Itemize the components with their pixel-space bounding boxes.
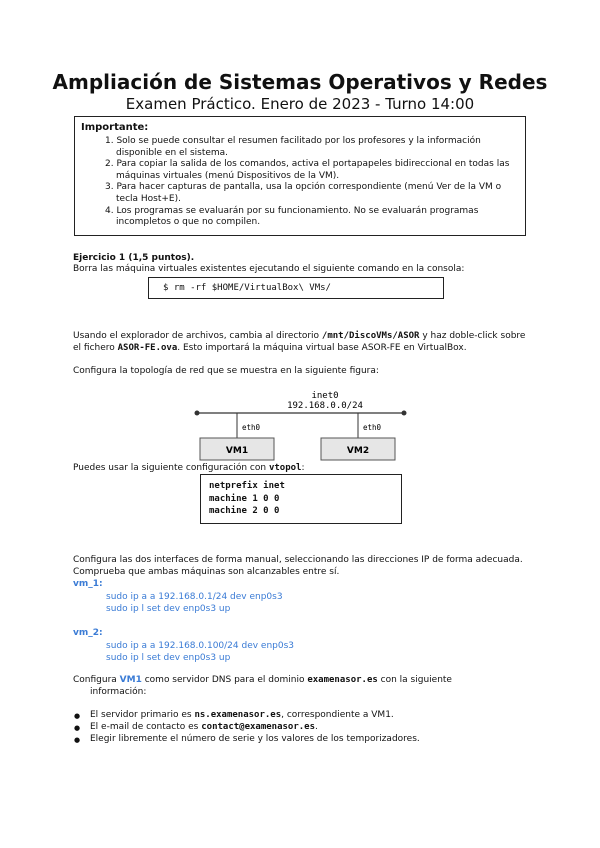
import-text: . Esto importará la máquina virtual base ASOR-FE en VirtualBox. bbox=[177, 342, 467, 353]
iface-text-1: Configura las dos interfaces de forma manual, seleccionando las direcciones IP de forma adecuada. bbox=[73, 555, 523, 565]
exercise-title: Ejercicio 1 (1,5 puntos). bbox=[73, 253, 195, 263]
dns-vm: VM1 bbox=[119, 675, 142, 685]
dns-requirements-list bbox=[90, 709, 420, 745]
import-dir: /mnt/DiscoVMs/ASOR bbox=[321, 331, 420, 341]
dns-text: con la siguiente bbox=[377, 675, 452, 685]
net-name: inet0 bbox=[311, 391, 339, 401]
dns-domain: examenasor.es bbox=[307, 675, 378, 685]
ns-host: ns.examenasor.es bbox=[194, 710, 282, 720]
bus-endpoint bbox=[195, 411, 200, 416]
vm2-command: sudo ip a a 192.168.0.100/24 dev enp0s3 bbox=[106, 641, 295, 651]
important-item: 1. Solo se puede consultar el resumen facilitado por los profesores y la información disponible en el sistema. bbox=[105, 136, 481, 158]
page-subtitle: Examen Práctico. Enero de 2023 - Turno 14:00 bbox=[125, 95, 475, 113]
import-file: ASOR-FE.ova bbox=[117, 342, 178, 353]
vtopol-name: vtopol bbox=[268, 463, 302, 473]
important-heading: Importante: bbox=[81, 122, 149, 133]
exercise-intro: Borra las máquina virtuales existentes ejecutando el siguiente comando en la consola: bbox=[73, 264, 465, 274]
vm2-command: sudo ip l set dev enp0s3 up bbox=[106, 653, 231, 663]
vm1-commands bbox=[106, 591, 283, 615]
vm2-section-label: vm_2: bbox=[73, 628, 103, 638]
topology-text: Configura la topología de red que se muestra en la siguiente figura: bbox=[73, 366, 379, 376]
vm1-label: VM1 bbox=[225, 446, 249, 456]
import-text: Usando el explorador de archivos, cambia al directorio bbox=[73, 331, 322, 341]
important-item: 2. Para copiar la salida de los comandos, activa el portapapeles bidireccional en todas las máquinas virtuales (menú Dispositivos de la VM). bbox=[105, 159, 510, 181]
vtopol-text bbox=[73, 463, 533, 475]
net-address: 192.168.0.0/24 bbox=[287, 401, 363, 411]
vm2-label: VM2 bbox=[346, 446, 370, 456]
vtopol-post: : bbox=[301, 463, 305, 473]
vtopol-line: machine 2 0 0 bbox=[209, 506, 280, 516]
page-title: Ampliación de Sistemas Operativos y Redes bbox=[52, 70, 548, 94]
list-item: ● El e-mail de contacto es contact@examenasor.es. bbox=[90, 721, 420, 733]
dns-text: como servidor DNS para el dominio bbox=[141, 675, 308, 685]
important-list bbox=[96, 136, 516, 229]
import-text: y haz doble-click sobre el fichero bbox=[73, 331, 526, 353]
vtopol-config-box bbox=[200, 474, 402, 524]
vm1-section-label: vm_1: bbox=[73, 579, 103, 589]
list-item: ● El servidor primario es ns.examenasor.es, correspondiente a VM1. bbox=[90, 709, 420, 721]
vm2-iface: eth0 bbox=[363, 423, 382, 432]
important-item: 4. Los programas se evaluarán por su funcionamiento. No se evaluarán programas incompletos o que no compilen. bbox=[105, 205, 479, 228]
dns-paragraph bbox=[73, 675, 533, 687]
network-diagram bbox=[180, 382, 420, 464]
dns-paragraph-cont: información: bbox=[90, 687, 147, 697]
vm1-command: sudo ip l set dev enp0s3 up bbox=[106, 604, 231, 614]
vtopol-line: machine 1 0 0 bbox=[209, 493, 280, 504]
dns-text: Configura bbox=[73, 675, 120, 685]
bus-endpoint bbox=[402, 411, 407, 416]
vtopol-line: netprefix inet bbox=[209, 481, 285, 491]
vtopol-pre: Puedes usar la siguiente configuración con bbox=[73, 463, 269, 473]
list-item: ● Elegir libremente el número de serie y los valores de los temporizadores. bbox=[90, 733, 420, 745]
vm1-iface: eth0 bbox=[242, 423, 261, 432]
import-paragraph bbox=[73, 331, 533, 354]
iface-text-2: Comprueba que ambas máquinas son alcanzables entre sí. bbox=[73, 567, 340, 577]
vm2-commands bbox=[106, 640, 294, 664]
vm1-command: sudo ip a a 192.168.0.1/24 dev enp0s3 bbox=[106, 592, 283, 602]
contact-email: contact@examenasor.es bbox=[201, 722, 316, 732]
important-item: 3. Para hacer capturas de pantalla, usa la opción correspondiente (menú Ver de la VM o tecla Host+E). bbox=[105, 182, 502, 204]
command-box: $ rm -rf $HOME/VirtualBox\ VMs/ bbox=[148, 277, 444, 299]
